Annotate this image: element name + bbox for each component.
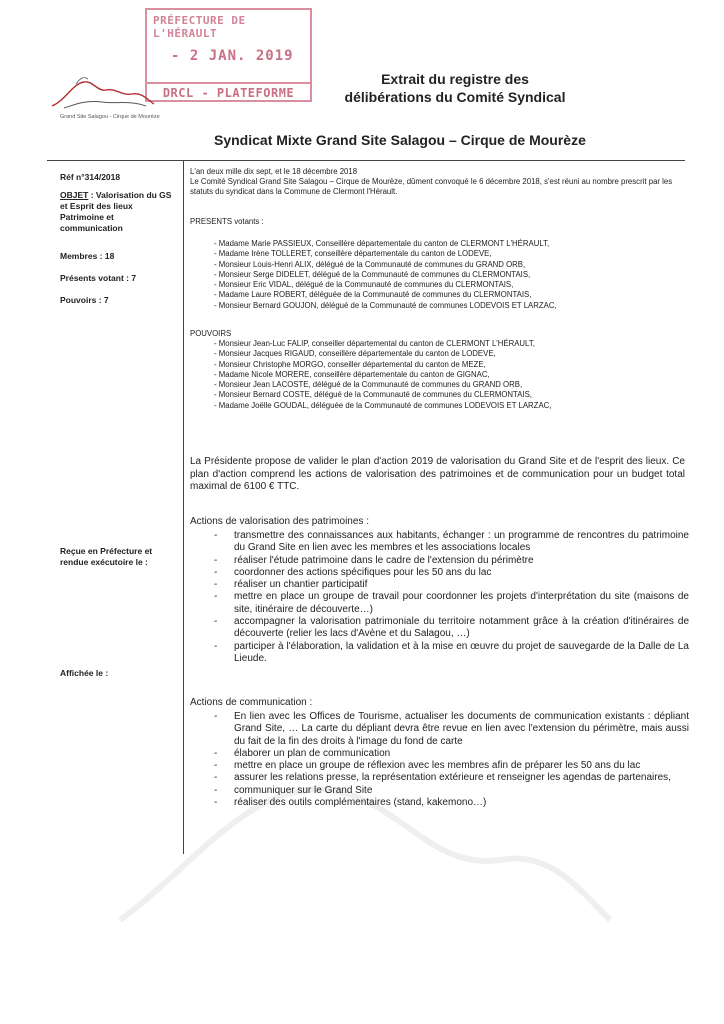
faint-landscape-watermark xyxy=(100,720,620,980)
list-item: - assurer les relations presse, la représentation extérieure et renseigner les agendas de partenaires, xyxy=(214,772,689,784)
list-item: - Madame Marie PASSIEUX, Conseillère départementale du canton de CLERMONT L'HÉRAULT, xyxy=(214,239,550,248)
syndicate-name: Syndicat Mixte Grand Site Salagou – Cirque de Mourèze xyxy=(214,132,586,148)
list-item: - Monsieur Bernard GOUJON, délégué de la Communauté de communes LODEVOIS ET LARZAC, xyxy=(214,300,557,310)
grand-site-logo xyxy=(46,70,158,126)
list-item: - réaliser l'étude patrimoine dans le cadre de l'extension du périmètre xyxy=(214,555,689,567)
pouvoirs-title: POUVOIRS xyxy=(190,329,232,338)
prefecture-receipt-label: Reçue en Préfecture et rendue exécutoire le : xyxy=(60,546,153,567)
objet-label: OBJET xyxy=(60,190,89,200)
list-item: - mettre en place un groupe de réflexion avec les membres afin de préparer les 50 ans du lac xyxy=(214,760,689,772)
list-item: - communiquer sur le Grand Site xyxy=(214,785,689,797)
list-item: - Monsieur Jean LACOSTE, délégué de la Communauté de communes du GRAND ORB, xyxy=(214,380,523,390)
list-item: - Monsieur Bernard COSTE, délégué de la Communauté de communes du CLERMONTAIS, xyxy=(214,390,532,400)
list-item: - Madame Irène TOLLERET, conseillère départementale du canton de LODEVE, xyxy=(214,249,492,259)
membres-count: Membres : 18 xyxy=(60,251,115,261)
objet-block xyxy=(60,190,175,234)
list-item: - réaliser un chantier participatif xyxy=(214,579,689,591)
proposal-text: La Présidente propose de valider le plan d'action 2019 de valorisation du Grand Site et de l'esprit des lieux. Ce plan d'action comprend les actions de valorisation des patrimoines et de communication pour un budget total maximal de 6100 € TTC. xyxy=(190,456,685,493)
presents-count: Présents votant : 7 xyxy=(60,273,137,283)
list-item: - coordonner des actions spécifiques pour les 50 ans du lac xyxy=(214,567,689,579)
list-item: - participer à l'élaboration, la validation et à la mise en œuvre du projet de sauvegarde de la Dalle de La Lieude. xyxy=(214,641,689,666)
list-item: - accompagner la valorisation patrimoniale du territoire notamment grâce à la création d'itinéraires de découverte (relier les lacs d'Avène et du Salagou, …) xyxy=(214,616,689,641)
list-item: - Monsieur Jean-Luc FALIP, conseiller départemental du canton de CLERMONT L'HÉRAULT, xyxy=(214,339,535,348)
list-item: - Monsieur Louis-Henri ALIX, délégué de la Communauté de communes du GRAND ORB, xyxy=(214,259,526,269)
prefecture-stamp xyxy=(145,8,312,102)
posted-label: Affichée le : xyxy=(60,668,109,678)
presents-title: PRESENTS votants : xyxy=(190,217,264,226)
list-item: - En lien avec les Offices de Tourisme, actualiser les documents de communication existants : dépliant Grand Site, … La carte du dépliant devra être revue en lien avec l'extension du périmètre, mais aussi du fait de la fin des droits à l'image du fond de carte xyxy=(214,711,689,748)
patrimoine-actions-list xyxy=(214,530,689,665)
list-item: - réaliser des outils complémentaires (stand, kakemono…) xyxy=(214,797,689,809)
document-title xyxy=(330,70,580,106)
list-item: - élaborer un plan de communication xyxy=(214,748,689,760)
objet-text: : Valorisation du GS et Esprit des lieux Patrimoine et communication xyxy=(60,190,172,233)
logo-caption: Grand Site Salagou - Cirque de Mourèze xyxy=(60,114,160,120)
header-rule xyxy=(47,160,685,161)
list-item: - Monsieur Eric VIDAL, délégué de la Communauté de communes du CLERMONTAIS, xyxy=(214,280,514,290)
stamp-date: - 2 JAN. 2019 xyxy=(171,48,294,64)
list-item: - transmettre des connaissances aux habitants, échanger : un programme de rencontres du patrimoine du Grand Site en lien avec les membres et les associations locales xyxy=(214,530,689,555)
pouvoirs-count: Pouvoirs : 7 xyxy=(60,295,109,305)
list-item: - Monsieur Christophe MORGO, conseiller départemental du canton de MEZE, xyxy=(214,359,486,369)
title-line-2: délibérations du Comité Syndical xyxy=(344,89,566,105)
list-item: - Monsieur Jacques RIGAUD, conseillère départementale du canton de LODEVE, xyxy=(214,349,496,359)
proposal-paragraph xyxy=(190,456,685,494)
patrimoine-title: Actions de valorisation des patrimoines : xyxy=(190,516,369,527)
title-line-1: Extrait du registre des xyxy=(381,71,529,87)
landscape-logo-icon xyxy=(46,70,158,114)
communication-title: Actions de communication : xyxy=(190,697,313,708)
meeting-intro xyxy=(190,167,680,197)
pouvoirs-list xyxy=(214,339,684,411)
list-item: - Madame Laure ROBERT, déléguée de la Communauté de communes du CLERMONTAIS, xyxy=(214,290,532,300)
list-item: - mettre en place un groupe de travail pour coordonner les projets d'interprétation du site (maisons de site, itinéraire de découverte…) xyxy=(214,591,689,616)
list-item: - Madame Joëlle GOUDAL, déléguée de la Communauté de communes LODEVOIS ET LARZAC, xyxy=(214,400,552,410)
meeting-date: L'an deux mille dix sept, et le 18 décembre 2018 xyxy=(190,167,358,176)
stamp-prefecture: PRÉFECTURE DE L'HÉRAULT xyxy=(153,14,246,40)
stamp-department: DRCL - PLATEFORME xyxy=(147,82,310,102)
list-item: - Madame Nicole MORERE, conseillère départementale du canton de GIGNAC, xyxy=(214,369,490,379)
list-item: - Monsieur Serge DIDELET, délégué de la Communauté de communes du CLERMONTAIS, xyxy=(214,269,531,279)
meeting-text: Le Comité Syndical Grand Site Salagou – Cirque de Mourèze, dûment convoqué le 6 décembre 2018, s'est réuni au nombre prescrit par les statuts du syndicat dans la Commune de Clermont l'Hérault. xyxy=(190,177,673,196)
presents-list xyxy=(214,239,684,311)
reference-number: Réf n°314/2018 xyxy=(60,172,121,182)
